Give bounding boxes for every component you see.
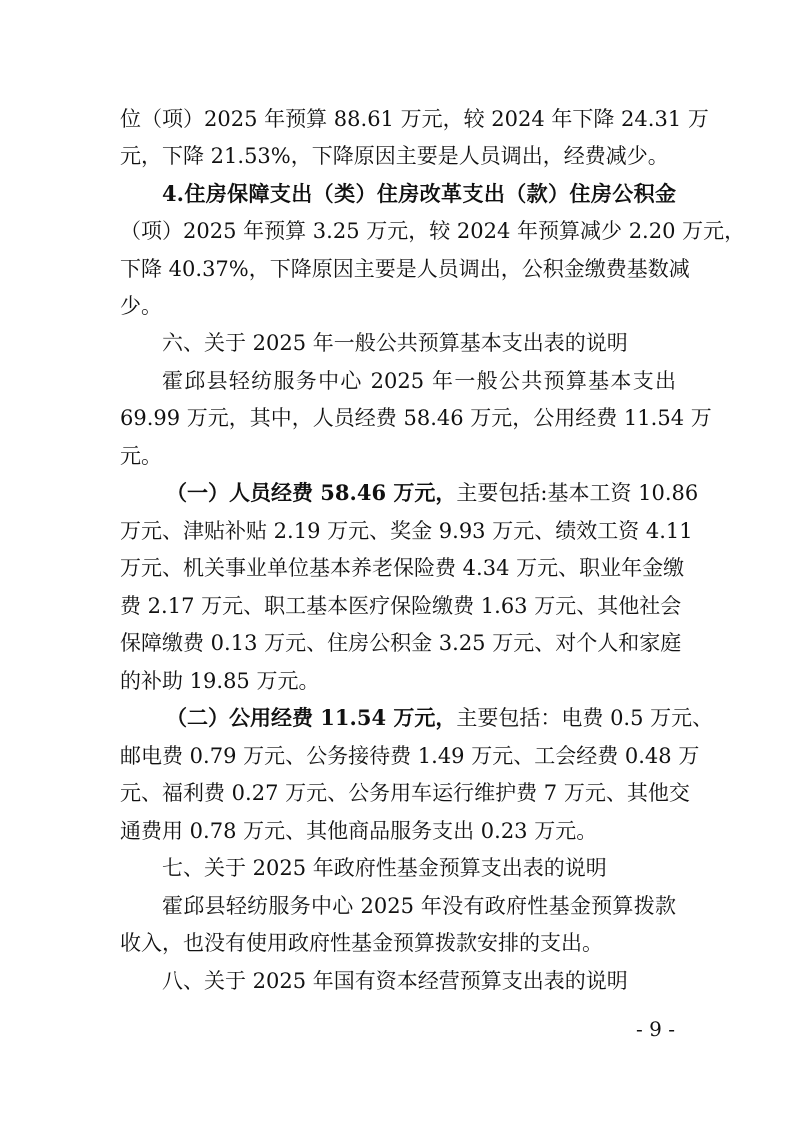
body-line: 收入，也没有使用政府性基金预算拨款安排的支出。 xyxy=(120,931,603,955)
public-heading: （二）公用经费 11.54 万元， xyxy=(166,705,457,730)
body-line: 元、福利费 0.27 万元、公务用车运行维护费 7 万元、其他交 xyxy=(120,781,690,805)
body-line: 下降 40.37%，下降原因主要是人员调出，公积金缴费基数减 xyxy=(120,257,690,281)
body-line: （项）2025 年预算 3.25 万元，较 2024 年预算减少 2.20 万元， xyxy=(120,219,746,243)
body-line: 费 2.17 万元、职工基本医疗保险缴费 1.63 万元、其他社会 xyxy=(120,594,682,618)
page-number: - 9 - xyxy=(636,1017,675,1041)
paragraph-personnel-first-line xyxy=(166,480,699,506)
section-heading-8: 八、关于 2025 年国有资本经营预算支出表的说明 xyxy=(162,969,628,993)
body-line: 少。 xyxy=(120,294,162,318)
section-heading-4: 4.住房保障支出（类）住房改革支出（款）住房公积金 xyxy=(162,181,676,206)
body-line: 通费用 0.78 万元、其他商品服务支出 0.23 万元。 xyxy=(120,819,598,843)
document-page xyxy=(120,0,746,1122)
body-line: 元，下降 21.53%，下降原因主要是人员调出，经费减少。 xyxy=(120,144,669,168)
body-line: 保障缴费 0.13 万元、住房公积金 3.25 万元、对个人和家庭 xyxy=(120,631,682,655)
body-line: 霍邱县轻纺服务中心 2025 年一般公共预算基本支出 xyxy=(162,369,676,393)
section-heading-6: 六、关于 2025 年一般公共预算基本支出表的说明 xyxy=(162,331,628,355)
body-line: 霍邱县轻纺服务中心 2025 年没有政府性基金预算拨款 xyxy=(162,894,676,918)
body-line: 的补助 19.85 万元。 xyxy=(120,669,320,693)
body-line: 69.99 万元，其中，人员经费 58.46 万元，公用经费 11.54 万 xyxy=(120,406,712,430)
public-intro: 主要包括：电费 0.5 万元、 xyxy=(456,706,714,730)
section-heading-7: 七、关于 2025 年政府性基金预算支出表的说明 xyxy=(162,856,607,880)
personnel-heading: （一）人员经费 58.46 万元， xyxy=(166,480,457,505)
personnel-intro: 主要包括:基本工资 10.86 xyxy=(456,481,699,505)
paragraph-public-first-line xyxy=(166,705,714,731)
body-line: 位（项）2025 年预算 88.61 万元，较 2024 年下降 24.31 万 xyxy=(120,107,709,131)
body-line: 万元、机关事业单位基本养老保险费 4.34 万元、职业年金缴 xyxy=(120,556,685,580)
body-line: 元。 xyxy=(120,444,162,468)
body-line: 邮电费 0.79 万元、公务接待费 1.49 万元、工会经费 0.48 万 xyxy=(120,744,700,768)
body-line: 万元、津贴补贴 2.19 万元、奖金 9.93 万元、绩效工资 4.11 xyxy=(120,519,693,543)
